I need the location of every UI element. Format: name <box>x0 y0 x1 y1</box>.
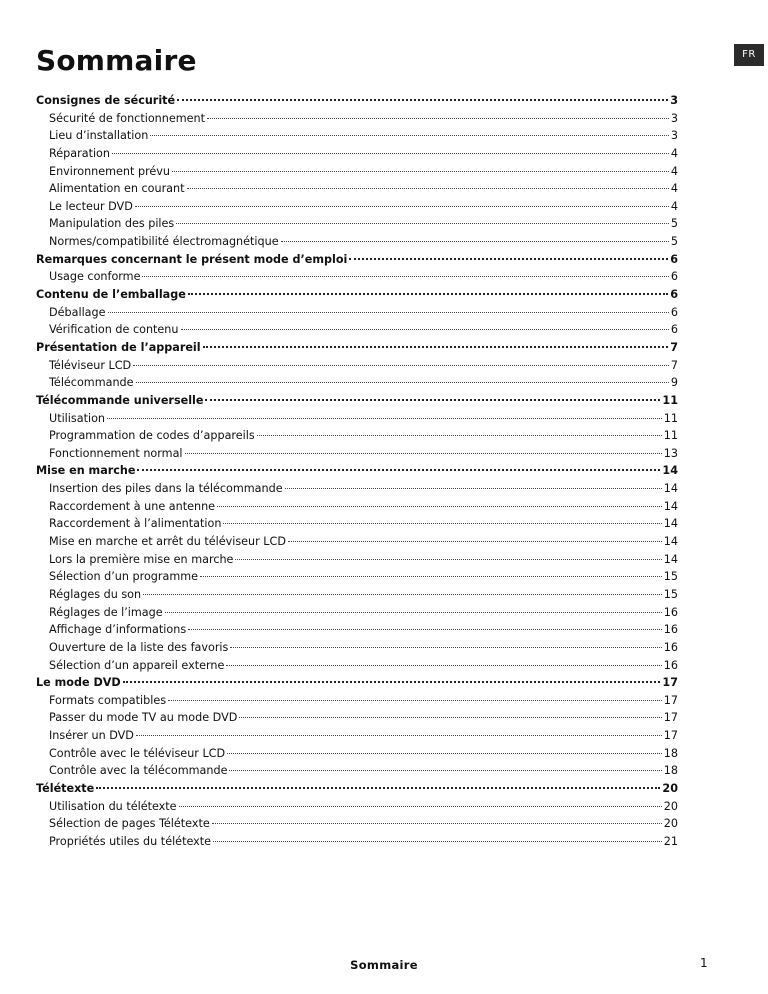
toc-dot-leader <box>217 505 662 507</box>
toc-dot-leader <box>150 134 669 136</box>
toc-dot-leader <box>165 611 662 613</box>
toc-subsection-entry[interactable] <box>36 764 678 782</box>
toc-entry-page-number: 4 <box>670 164 678 178</box>
toc-entry-page-number: 6 <box>670 305 678 319</box>
toc-dot-leader <box>200 575 662 577</box>
toc-dot-leader <box>143 593 662 595</box>
toc-entry-page-number: 3 <box>670 111 678 125</box>
toc-entry-label: Insertion des piles dans la télécommande <box>49 482 283 496</box>
toc-section-entry[interactable] <box>36 782 678 800</box>
toc-subsection-entry[interactable] <box>36 447 678 465</box>
toc-dot-leader <box>133 364 669 366</box>
toc-entry-label: Sélection de pages Télétexte <box>49 817 210 831</box>
toc-entry-label: Alimentation en courant <box>49 182 185 196</box>
toc-subsection-entry[interactable] <box>36 711 678 729</box>
toc-entry-label: Réglages de l’image <box>49 605 163 619</box>
toc-subsection-entry[interactable] <box>36 182 678 200</box>
toc-entry-label: Raccordement à une antenne <box>49 499 216 513</box>
toc-dot-leader <box>212 822 662 824</box>
toc-dot-leader <box>213 840 662 842</box>
toc-entry-page-number: 14 <box>663 517 678 531</box>
toc-entry-page-number: 4 <box>670 146 678 160</box>
toc-entry-label: Téléviseur LCD <box>49 358 132 372</box>
toc-entry-label: Propriétés utiles du télétexte <box>49 834 212 848</box>
toc-subsection-entry[interactable] <box>36 517 678 535</box>
toc-dot-leader <box>142 275 668 277</box>
toc-subsection-entry[interactable] <box>36 553 678 571</box>
toc-entry-label: Affichage d’informations <box>49 623 187 637</box>
toc-dot-leader <box>96 786 660 789</box>
toc-entry-page-number: 17 <box>663 711 678 725</box>
toc-entry-label: Télécommande universelle <box>36 393 204 407</box>
toc-subsection-entry[interactable] <box>36 235 678 253</box>
toc-dot-leader <box>257 434 662 436</box>
toc-entry-label: Mise en marche et arrêt du téléviseur LCD <box>49 535 286 549</box>
toc-entry-label: Remarques concernant le présent mode d’emploi <box>36 252 348 266</box>
toc-dot-leader <box>112 152 669 154</box>
toc-dot-leader <box>223 522 661 524</box>
toc-entry-page-number: 3 <box>670 94 678 107</box>
toc-subsection-entry[interactable] <box>36 535 678 553</box>
toc-entry-page-number: 14 <box>663 499 678 513</box>
toc-dot-leader <box>227 752 662 754</box>
toc-dot-leader <box>168 699 662 701</box>
toc-entry-page-number: 14 <box>662 464 678 478</box>
toc-entry-page-number: 4 <box>670 199 678 213</box>
toc-entry-page-number: 20 <box>662 781 678 795</box>
toc-entry-label: Télétexte <box>36 781 95 795</box>
toc-dot-leader <box>239 716 661 718</box>
toc-entry-label: Normes/compatibilité électromagnétique <box>49 235 279 249</box>
toc-dot-leader <box>188 628 662 630</box>
toc-entry-page-number: 15 <box>663 587 678 601</box>
toc-entry-label: Déballage <box>49 305 106 319</box>
toc-entry-label: Sélection d’un appareil externe <box>49 658 225 672</box>
toc-dot-leader <box>188 292 668 295</box>
toc-entry-label: Insérer un DVD <box>49 729 134 743</box>
toc-entry-label: Le lecteur DVD <box>49 199 133 213</box>
toc-dot-leader <box>136 381 669 383</box>
toc-entry-page-number: 6 <box>670 288 678 302</box>
toc-entry-page-number: 16 <box>663 640 678 654</box>
toc-section-entry[interactable] <box>36 341 678 359</box>
toc-entry-label: Utilisation <box>49 411 106 425</box>
toc-dot-leader <box>203 345 669 348</box>
toc-section-entry[interactable] <box>36 253 678 271</box>
toc-subsection-entry[interactable] <box>36 729 678 747</box>
toc-dot-leader <box>136 734 662 736</box>
toc-entry-label: Sélection d’un programme <box>49 570 199 584</box>
toc-entry-page-number: 17 <box>663 729 678 743</box>
toc-subsection-entry[interactable] <box>36 588 678 606</box>
toc-dot-leader <box>230 646 661 648</box>
toc-subsection-entry[interactable] <box>36 570 678 588</box>
toc-subsection-entry[interactable] <box>36 376 678 394</box>
toc-subsection-entry[interactable] <box>36 270 678 288</box>
toc-subsection-entry[interactable] <box>36 694 678 712</box>
toc-entry-label: Réglages du son <box>49 587 142 601</box>
toc-dot-leader <box>107 417 662 419</box>
toc-entry-label: Programmation de codes d’appareils <box>49 429 255 443</box>
toc-dot-leader <box>123 680 661 683</box>
toc-entry-label: Lors la première mise en marche <box>49 552 234 566</box>
toc-entry-page-number: 5 <box>670 235 678 249</box>
toc-entry-page-number: 14 <box>663 535 678 549</box>
toc-dot-leader <box>181 328 669 330</box>
toc-entry-page-number: 14 <box>663 482 678 496</box>
toc-dot-leader <box>179 805 662 807</box>
toc-section-entry[interactable] <box>36 676 678 694</box>
toc-entry-page-number: 16 <box>663 605 678 619</box>
toc-entry-label: Passer du mode TV au mode DVD <box>49 711 238 725</box>
toc-section-entry[interactable] <box>36 464 678 482</box>
toc-dot-leader <box>176 222 669 224</box>
language-badge: FR <box>734 44 764 66</box>
toc-subsection-entry[interactable] <box>36 659 678 677</box>
toc-entry-page-number: 14 <box>663 552 678 566</box>
toc-entry-label: Contrôle avec la télécommande <box>49 764 228 778</box>
toc-subsection-entry[interactable] <box>36 217 678 235</box>
toc-entry-label: Le mode DVD <box>36 676 121 690</box>
toc-entry-page-number: 7 <box>670 340 678 354</box>
toc-entry-page-number: 6 <box>670 252 678 266</box>
toc-entry-label: Télécommande <box>49 376 134 390</box>
toc-entry-label: Raccordement à l’alimentation <box>49 517 222 531</box>
toc-subsection-entry[interactable] <box>36 165 678 183</box>
toc-subsection-entry[interactable] <box>36 800 678 818</box>
toc-entry-label: Usage conforme <box>49 270 141 284</box>
toc-entry-page-number: 18 <box>663 746 678 760</box>
toc-subsection-entry[interactable] <box>36 147 678 165</box>
toc-dot-leader <box>235 558 661 560</box>
toc-entry-page-number: 20 <box>663 817 678 831</box>
toc-dot-leader <box>137 468 660 471</box>
toc-entry-page-number: 16 <box>663 658 678 672</box>
toc-dot-leader <box>349 257 668 260</box>
toc-subsection-entry[interactable] <box>36 412 678 430</box>
toc-entry-label: Mise en marche <box>36 464 136 478</box>
page-title: Sommaire <box>36 44 197 77</box>
toc-entry-label: Contrôle avec le téléviseur LCD <box>49 746 226 760</box>
toc-subsection-entry[interactable] <box>36 623 678 641</box>
toc-entry-label: Sécurité de fonctionnement <box>49 111 205 125</box>
toc-subsection-entry[interactable] <box>36 747 678 765</box>
toc-subsection-entry[interactable] <box>36 323 678 341</box>
toc-subsection-entry[interactable] <box>36 500 678 518</box>
toc-entry-page-number: 3 <box>670 129 678 143</box>
toc-subsection-entry[interactable] <box>36 835 678 853</box>
toc-subsection-entry[interactable] <box>36 429 678 447</box>
toc-subsection-entry[interactable] <box>36 359 678 377</box>
toc-entry-page-number: 5 <box>670 217 678 231</box>
toc-entry-label: Vérification de contenu <box>49 323 179 337</box>
toc-section-entry[interactable] <box>36 394 678 412</box>
toc-entry-page-number: 16 <box>663 623 678 637</box>
toc-entry-label: Présentation de l’appareil <box>36 340 201 354</box>
toc-entry-page-number: 13 <box>663 446 678 460</box>
toc-entry-page-number: 9 <box>670 376 678 390</box>
toc-dot-leader <box>281 240 669 242</box>
toc-subsection-entry[interactable] <box>36 200 678 218</box>
toc-subsection-entry[interactable] <box>36 129 678 147</box>
toc-entry-page-number: 21 <box>663 834 678 848</box>
toc-dot-leader <box>207 117 669 119</box>
toc-entry-label: Réparation <box>49 146 110 160</box>
toc-subsection-entry[interactable] <box>36 112 678 130</box>
toc-entry-label: Formats compatibles <box>49 693 167 707</box>
toc-dot-leader <box>205 398 660 401</box>
toc-entry-label: Environnement prévu <box>49 164 171 178</box>
toc-entry-label: Contenu de l’emballage <box>36 288 186 302</box>
toc-subsection-entry[interactable] <box>36 306 678 324</box>
toc-entry-page-number: 18 <box>663 764 678 778</box>
toc-section-entry[interactable] <box>36 288 678 306</box>
toc-entry-page-number: 15 <box>663 570 678 584</box>
toc-entry-page-number: 4 <box>670 182 678 196</box>
toc-entry-page-number: 11 <box>662 393 678 407</box>
toc-subsection-entry[interactable] <box>36 817 678 835</box>
toc-dot-leader <box>187 187 669 189</box>
toc-subsection-entry[interactable] <box>36 606 678 624</box>
toc-dot-leader <box>177 98 668 101</box>
toc-dot-leader <box>288 540 662 542</box>
toc-dot-leader <box>172 170 669 172</box>
toc-entry-page-number: 11 <box>663 429 678 443</box>
toc-entry-label: Fonctionnement normal <box>49 446 183 460</box>
footer-title: Sommaire <box>350 958 418 972</box>
toc-entry-page-number: 17 <box>663 693 678 707</box>
table-of-contents <box>36 94 678 853</box>
toc-dot-leader <box>226 664 661 666</box>
toc-entry-label: Manipulation des piles <box>49 217 175 231</box>
toc-entry-label: Utilisation du télétexte <box>49 799 177 813</box>
toc-section-entry[interactable] <box>36 94 678 112</box>
toc-entry-page-number: 20 <box>663 799 678 813</box>
toc-dot-leader <box>108 311 669 313</box>
toc-dot-leader <box>285 487 662 489</box>
toc-entry-page-number: 6 <box>670 270 678 284</box>
toc-subsection-entry[interactable] <box>36 641 678 659</box>
toc-entry-page-number: 11 <box>663 411 678 425</box>
toc-entry-page-number: 17 <box>662 676 678 690</box>
toc-subsection-entry[interactable] <box>36 482 678 500</box>
toc-dot-leader <box>135 205 669 207</box>
toc-entry-label: Consignes de sécurité <box>36 94 176 107</box>
toc-entry-page-number: 7 <box>670 358 678 372</box>
toc-dot-leader <box>185 452 662 454</box>
toc-entry-label: Lieu d’installation <box>49 129 149 143</box>
footer-page-number: 1 <box>700 956 708 970</box>
toc-dot-leader <box>229 769 661 771</box>
toc-entry-page-number: 6 <box>670 323 678 337</box>
toc-entry-label: Ouverture de la liste des favoris <box>49 640 229 654</box>
